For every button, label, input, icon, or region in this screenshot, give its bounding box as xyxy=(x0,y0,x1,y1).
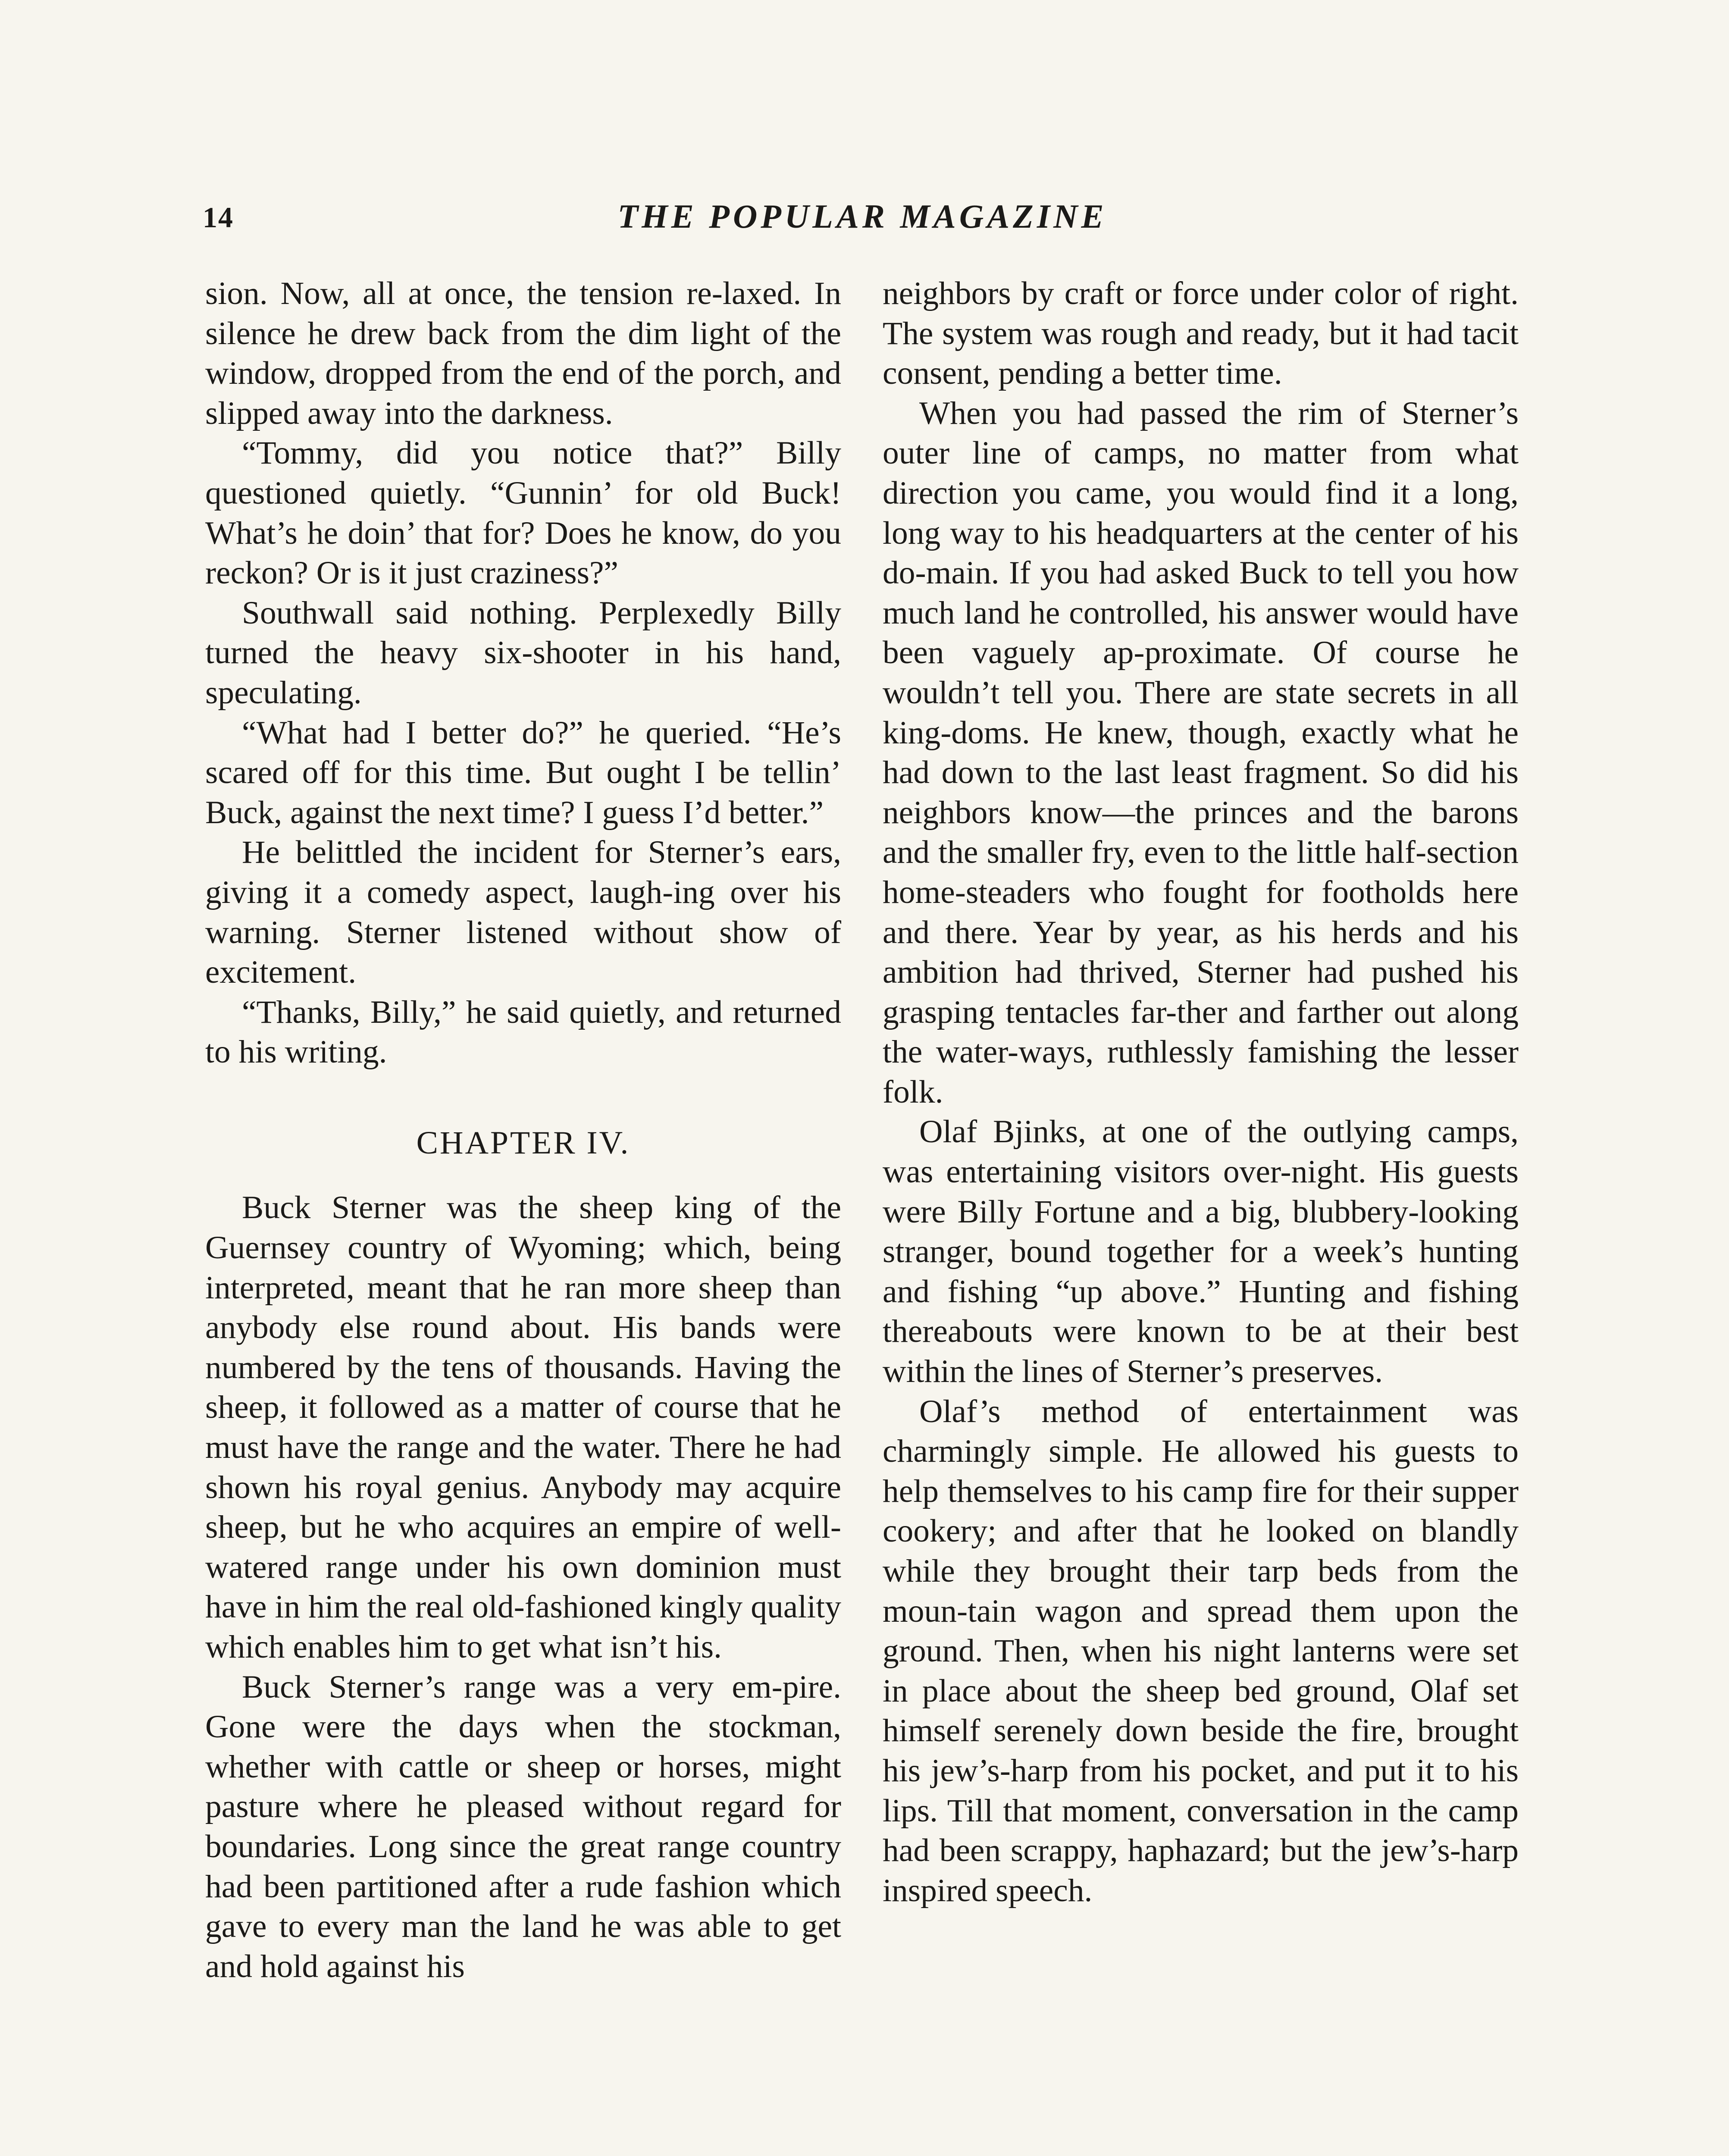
paragraph: sion. Now, all at once, the tension re-laxed. In silence he drew back from the dim light of the window, dropped from the end of the porch, and slipped away into the darkness. xyxy=(205,276,841,431)
paragraph: “What had I better do?” he queried. “He’s scared off for this time. But ought I be tellin’ Buck, against the next time? I guess I’d better.” xyxy=(205,714,841,830)
page-number: 14 xyxy=(203,201,234,234)
chapter-heading: CHAPTER IV. xyxy=(416,1125,630,1161)
paragraph: Southwall said nothing. Perplexedly Billy turned the heavy six-shooter in his hand, speculating. xyxy=(205,595,841,711)
paragraph: “Thanks, Billy,” he said quietly, and returned to his writing. xyxy=(205,994,841,1070)
right-column xyxy=(883,274,1519,1911)
paragraph: Buck Sterner’s range was a very em-pire. Gone were the days when the stockman, whether with cattle or sheep or horses, might pasture where he pleased without regard for boundaries. Long since the great range country had been partitioned after a rude fashion which gave to every man the land he was able to get and hold against his xyxy=(205,1669,841,1984)
running-title: THE POPULAR MAGAZINE xyxy=(617,197,1107,235)
left-column xyxy=(205,274,841,1987)
paragraph: When you had passed the rim of Sterner’s outer line of camps, no matter from what direction you came, you would find it a long, long way to his headquarters at the center of his do-main. If you had asked Buck to tell you how much land he controlled, his answer would have been vaguely ap-proximate. Of course he wouldn’t tell you. There are state secrets in all king-doms. He knew, though, exactly what he had down to the last least fragment. So did his neighbors know—the princes and the barons and the smaller fry, even to the little half-section home-steaders who fought for footholds here and there. Year by year, as his herds and his ambition had thrived, Sterner had pushed his grasping tentacles far-ther and farther out along the water-ways, ruthlessly famishing the lesser folk. xyxy=(883,395,1519,1110)
paragraph: Olaf Bjinks, at one of the outlying camps, was entertaining visitors over-night. His guests were Billy Fortune and a big, blubbery-looking stranger, bound together for a week’s hunting and fishing “up above.” Hunting and fishing thereabouts were known to be at their best within the lines of Sterner’s preserves. xyxy=(883,1114,1519,1390)
paragraph: He belittled the incident for Sterner’s ears, giving it a comedy aspect, laugh-ing over his warning. Sterner listened without show of excitement. xyxy=(205,834,841,990)
paragraph: Olaf’s method of entertainment was charmingly simple. He allowed his guests to help themselves to his camp fire for their supper cookery; and after that he looked on blandly while they brought their tarp beds from the moun-tain wagon and spread them upon the ground. Then, when his night lanterns were set in place about the sheep bed ground, Olaf set himself serenely down beside the fire, brought his jew’s-harp from his pocket, and put it to his lips. Till that moment, conversation in the camp had been scrappy, haphazard; but the jew’s-harp inspired speech. xyxy=(883,1393,1519,1908)
paragraph: “Tommy, did you notice that?” Billy questioned quietly. “Gunnin’ for old Buck! What’s he doin’ that for? Does he know, do you reckon? Or is it just craziness?” xyxy=(205,435,841,591)
paragraph: neighbors by craft or force under color of right. The system was rough and ready, but it had tacit consent, pending a better time. xyxy=(883,276,1519,392)
page-header xyxy=(203,197,1522,248)
paragraph: Buck Sterner was the sheep king of the Guernsey country of Wyoming; which, being interpreted, meant that he ran more sheep than anybody else round about. His bands were numbered by the tens of thousands. Having the sheep, it followed as a matter of course that he must have the range and the water. There he had shown his royal genius. Anybody may acquire sheep, but he who acquires an empire of well-watered range under his own dominion must have in him the real old-fashioned kingly quality which enables him to get what isn’t his. xyxy=(205,1190,841,1665)
